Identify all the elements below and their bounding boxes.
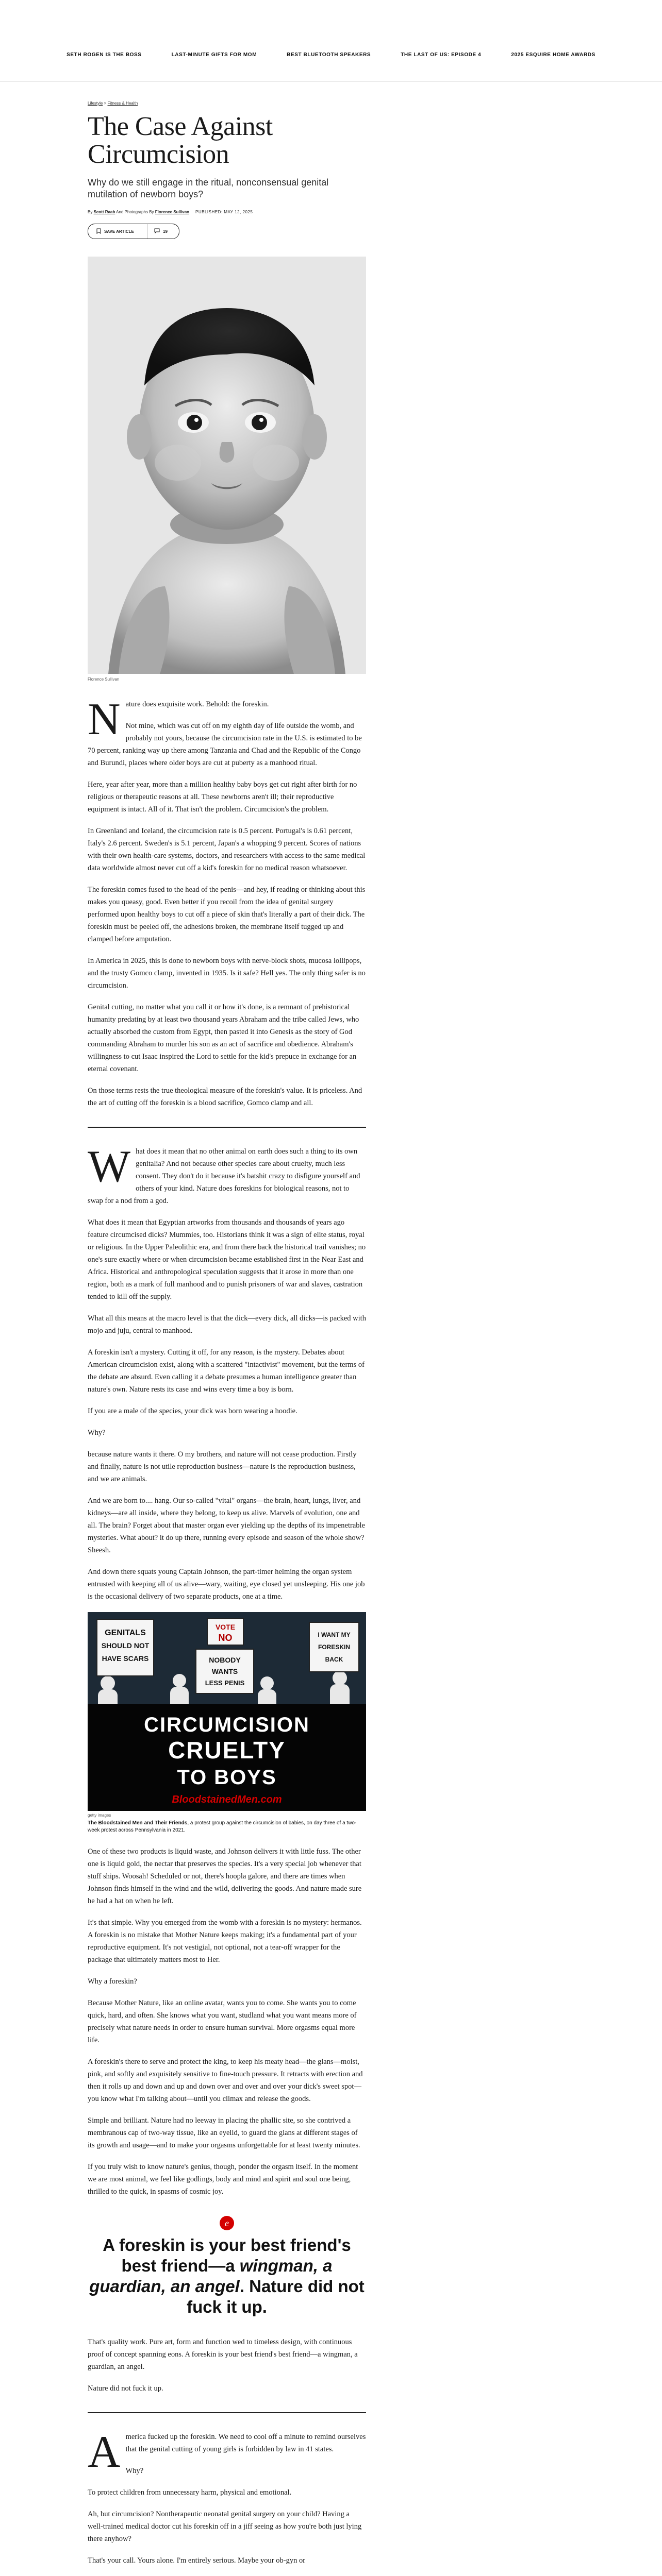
paragraph: W hat does it mean that no other animal on earth does such a thing to its own genitalia? And not because other species care about cruelty, much less consent. They don't do it because it's batshit crazy to disfigure yourself and others of your kind. Nature does foreskins for biological reasons, not to swap for a nod from a god.: [88, 1142, 360, 1205]
paragraph: In Greenland and Iceland, the circumcision rate is 0.5 percent. Portugal's is 0.61 percent, Italy's 2.6 percent. Sweden's is 5.1 percent, Japan's a whopping 9 percent. Scores of nations with their own health-care systems, doctors, and researchers with access to the same medical data worldwide almost never cut off a kid's foreskin for no medical reason whatsoever.: [88, 827, 366, 872]
paragraph: Nature did not fuck it up.: [88, 2384, 163, 2393]
drop-cap: A: [88, 2427, 121, 2477]
paragraph: What all this means at the macro level is that the dick—every dick, all dicks—is packed with mojo and juju, central to manhood.: [88, 1314, 366, 1335]
sign-mid-line: NOBODY: [209, 1656, 241, 1664]
save-article-label: SAVE ARTICLE: [104, 229, 134, 234]
baby-portrait-illustration: [88, 257, 366, 674]
paragraph: On those terms rests the true theological measure of the foreskin's value. It is priceless. And the art of cutting off the foreskin is a blood sacrifice, Gomco clamp and all.: [88, 1087, 362, 1107]
sign-left-line: SHOULD NOT: [101, 1641, 150, 1650]
paragraph: Why?: [88, 1429, 106, 1437]
protest-photo: [88, 1612, 366, 1811]
paragraph: Simple and brilliant. Nature had no leeway in placing the phallic site, so she contrived a membranous cap of two-way tissue, like an eyelid, to guard the glans at different stages of its growth and usage—and to make your orgasms unforgettable for at least twenty minutes.: [88, 2116, 360, 2149]
paragraph: If you truly wish to know nature's genius, though, ponder the orgasm itself. In the moment we are most animal, we feel like godlings, body and mind and spirit and soul one being, thrilled to the quick, in spasms of cosmic joy.: [88, 2163, 358, 2196]
paragraph: That's quality work. Pure art, form and function wed to timeless design, with continuous proof of concept spanning eons. A foreskin is your best friend's best friend—a wingman, a guardian, an angel.: [88, 2338, 358, 2371]
pull-quote: [88, 2215, 366, 2317]
drop-cap: W: [88, 1142, 131, 1192]
breadcrumb-separator: >: [104, 101, 107, 106]
paragraph: To protect children from unnecessary harm, physical and emotional.: [88, 2488, 292, 2497]
paragraph: That's your call. Yours alone. I'm entirely serious. Maybe your ob-gyn or: [88, 2556, 306, 2565]
byline-mid: And Photographs By: [116, 210, 154, 214]
paragraph: And we are born to.... hang. Our so-called "vital" organs—the brain, heart, lungs, liver, and kidneys—are all inside, where they belong, to keep us alive. Marvels of evolution, one and all. The brain? Forget about that master organ ever yielding up the depths of its impenetrable mysteries. What about? it do up there, running every episode and season of the whole show? Sheesh.: [88, 1497, 365, 1554]
banner-url: BloodstainedMen.com: [172, 1794, 282, 1805]
nav-item[interactable]: BEST BLUETOOTH SPEAKERS: [287, 52, 371, 58]
pull-quote-text: A foreskin is your best friend's best friend—a wingman, a guardian, an angel. Nature did not fuck it up.: [89, 2235, 365, 2316]
comments-button[interactable]: [148, 228, 179, 234]
photo-credit: getty images: [88, 1813, 111, 1818]
sign-mid-top-line: VOTE: [215, 1623, 236, 1631]
hero-credit: Florence Sullivan: [88, 677, 120, 682]
photo-caption: The Bloodstained Men and Their Friends, a protest group against the circumcision of babies, on day three of a two-week protest across Pennsylvania in 2021.: [88, 1820, 357, 1833]
nav-item[interactable]: 2025 ESQUIRE HOME AWARDS: [511, 52, 595, 58]
hero-photo: [88, 257, 366, 674]
save-article-button[interactable]: [88, 224, 148, 239]
section-divider: [88, 2412, 366, 2413]
photographer-link[interactable]: Florence Sullivan: [155, 210, 190, 214]
sign-left-line: HAVE SCARS: [102, 1654, 149, 1663]
sign-mid-line: LESS PENIS: [205, 1679, 245, 1687]
paragraph: In America in 2025, this is done to newborn boys with nerve-block shots, mucosa lollipops, and the trusty Gomco clamp, invented in 1935. Is it safe? Hell yes. The only thing safer is no circumcision.: [88, 957, 366, 990]
nav-item[interactable]: SETH ROGEN IS THE BOSS: [67, 52, 142, 58]
section-divider: [88, 1127, 366, 1128]
sign-right-line: BACK: [325, 1656, 343, 1663]
paragraph: because nature wants it there. O my brothers, and nature will not cease production. Firstly and finally, nature is not utile reproduction business—nature is the reproduction business, and we are animals.: [88, 1450, 357, 1483]
article-actions: [88, 224, 179, 239]
drop-cap: N: [88, 694, 121, 744]
top-nav: [0, 45, 662, 64]
page-title: The Case Against Circumcision: [88, 112, 273, 169]
sign-left-line: GENITALS: [105, 1629, 146, 1637]
author-link[interactable]: Scott Raab: [93, 210, 115, 214]
nav-item[interactable]: THE LAST OF US: EPISODE 4: [401, 52, 482, 58]
paragraph: A foreskin's there to serve and protect the king, to keep his meaty head—the glans—moist, pink, and softly and exquisitely sensitive to fine-touch pressure. It retracts with erection and then it rolls up and down and up and down over and over and over your dick's sweet spot—you know what I'm talking about—until you climax and release the goods.: [88, 2058, 363, 2103]
paragraph: Why?: [125, 2467, 144, 2475]
paragraph: Ah, but circumcision? Nontherapeutic neonatal genital surgery on your child? Having a well-trained medical doctor cut his foreskin off in a jiff seeing as how you're both just lying there anyhow?: [88, 2510, 362, 2543]
svg-text:e: e: [225, 2218, 229, 2228]
paragraph: Genital cutting, no matter what you call it or how it's done, is a remnant of prehistorical humanity predating by at least two thousand years Abraham and the tribe called Jews, who actually absorbed the custom from Egypt, then pasted it into Genesis as the story of God commanding Abraham to murder his son as an act of sacrifice and obedience. Abraham's willingness to cut Isaac inspired the Lord to settle for the kid's prepuce in exchange for an eternal covenant.: [88, 1003, 359, 1073]
paragraph: What does it mean that Egyptian artworks from thousands and thousands of years ago feature circumcised dicks? Mummies, too. Historians think it was a sign of elite status, royal or religious. In the Upper Paleolithic era, and from there back the historical trail vanishes; no one's sure exactly where or when circumcision became established first in the Near East and Africa. Historical and anthropological speculation suggests that it arose in more than one region, both as a mark of full manhood and to punish prisoners of war and slaves, castration tended to kill off the supply.: [88, 1218, 366, 1301]
sign-right-line: FORESKIN: [318, 1643, 351, 1651]
breadcrumb-section[interactable]: Lifestyle: [88, 101, 103, 106]
paragraph: A foreskin isn't a mystery. Cutting it off, for any reason, is the mystery. Debates about American circumcision exist, along with a scattered "intactivist" movement, but the terms of the debate are absurd. Even calling it a debate presumes a human intelligence greater than nature's own. Nature rests its case and wins every time a boy is born.: [88, 1348, 365, 1394]
banner-line: TO BOYS: [177, 1766, 277, 1789]
paragraph: Why a foreskin?: [88, 1977, 137, 1986]
esquire-logo-icon: [219, 2215, 235, 2231]
nav-divider: [0, 81, 662, 82]
paragraph: The foreskin comes fused to the head of the penis—and hey, if reading or thinking about this makes you queasy, good. Even better if you recoil from the idea of genital surgery performed upon healthy boys to cut off a piece of skin that's literally a part of their dick. The foreskin must be peeled off, the adhesions broken, the membrane itself tugged up and clamped before amputation.: [88, 886, 366, 943]
bookmark-icon: [96, 228, 101, 235]
paragraph: And down there squats young Captain Johnson, the part-timer helming the organ system entrusted with keeping all of us alive—wary, waiting, eye closed yet unsleeping. His one job is the occasional delivery of two separate products, one at a time.: [88, 1568, 365, 1601]
banner-line: CIRCUMCISION: [144, 1714, 310, 1736]
paragraph: Here, year after year, more than a million healthy baby boys get cut right after birth for no religious or therapeutic reasons at all. These newborns aren't ill; their reproductive equipment is intact. All of it. That isn't the problem. Circumcision's the problem.: [88, 781, 357, 814]
protest-illustration: [88, 1612, 366, 1811]
nav-item[interactable]: LAST-MINUTE GIFTS FOR MOM: [171, 52, 257, 58]
article: [88, 101, 366, 2576]
sign-right-line: I WANT MY: [318, 1631, 351, 1638]
breadcrumb-subsection[interactable]: Fitness & Health: [107, 101, 138, 106]
paragraph: One of these two products is liquid waste, and Johnson delivers it with little fuss. The other one is liquid gold, the nectar that preserves the species. It's a very special job whenever that stuff ships. Woosah! Scheduled or not, there's hoopla galore, and there are times when Johnson finds himself in the wind and the wild, delivering the goods. And nature made sure he had a hat on when he left.: [88, 1848, 362, 1905]
banner-line: CRUELTY: [168, 1737, 286, 1764]
sign-mid-line: WANTS: [211, 1667, 238, 1675]
paragraph: If you are a male of the species, your dick was born wearing a hoodie.: [88, 1407, 297, 1415]
sign-mid-top-line: NO: [218, 1633, 233, 1643]
paragraph: N ature does exquisite work. Behold: the foreskin.: [88, 694, 269, 744]
byline: [88, 210, 366, 214]
comment-count: 19: [163, 229, 168, 234]
article-dek: Why do we still engage in the ritual, nonconsensual genital mutilation of newborn boys?: [88, 177, 329, 199]
breadcrumb: [88, 101, 366, 106]
paragraph: Because Mother Nature, like an online avatar, wants you to come. She wants you to come quick, hard, and often. She knows what you want, studland what you want means more of precisely what nature needs in order to ensure human survival. More orgasms equal more life.: [88, 1999, 357, 2044]
paragraph: A merica fucked up the foreskin. We need to cool off a minute to remind ourselves that the genital cutting of young girls is forbidden by law in 41 states.: [88, 2427, 366, 2477]
paragraph: It's that simple. Why you emerged from the womb with a foreskin is no mystery: hermanos. A foreskin is no mistake that Mother Nature keeps making; it's a fundamental part of your reproductive equipment. It's not vestigial, not optional, not a tear-off wrapper for the package that ultimately matters most to Her.: [88, 1919, 362, 1964]
byline-prefix: By: [88, 210, 93, 214]
publish-date: PUBLISHED: MAY 12, 2025: [195, 210, 253, 214]
comment-icon: [154, 228, 160, 234]
paragraph: Not mine, which was cut off on my eighth day of life outside the womb, and probably not yours, because the circumcision rate in the U.S. is estimated to be 70 percent, ranking way up there among Tanzania and Chad and the Republic of the Congo and Burundi, places where older boys are cut at puberty as a manhood ritual.: [88, 722, 362, 767]
